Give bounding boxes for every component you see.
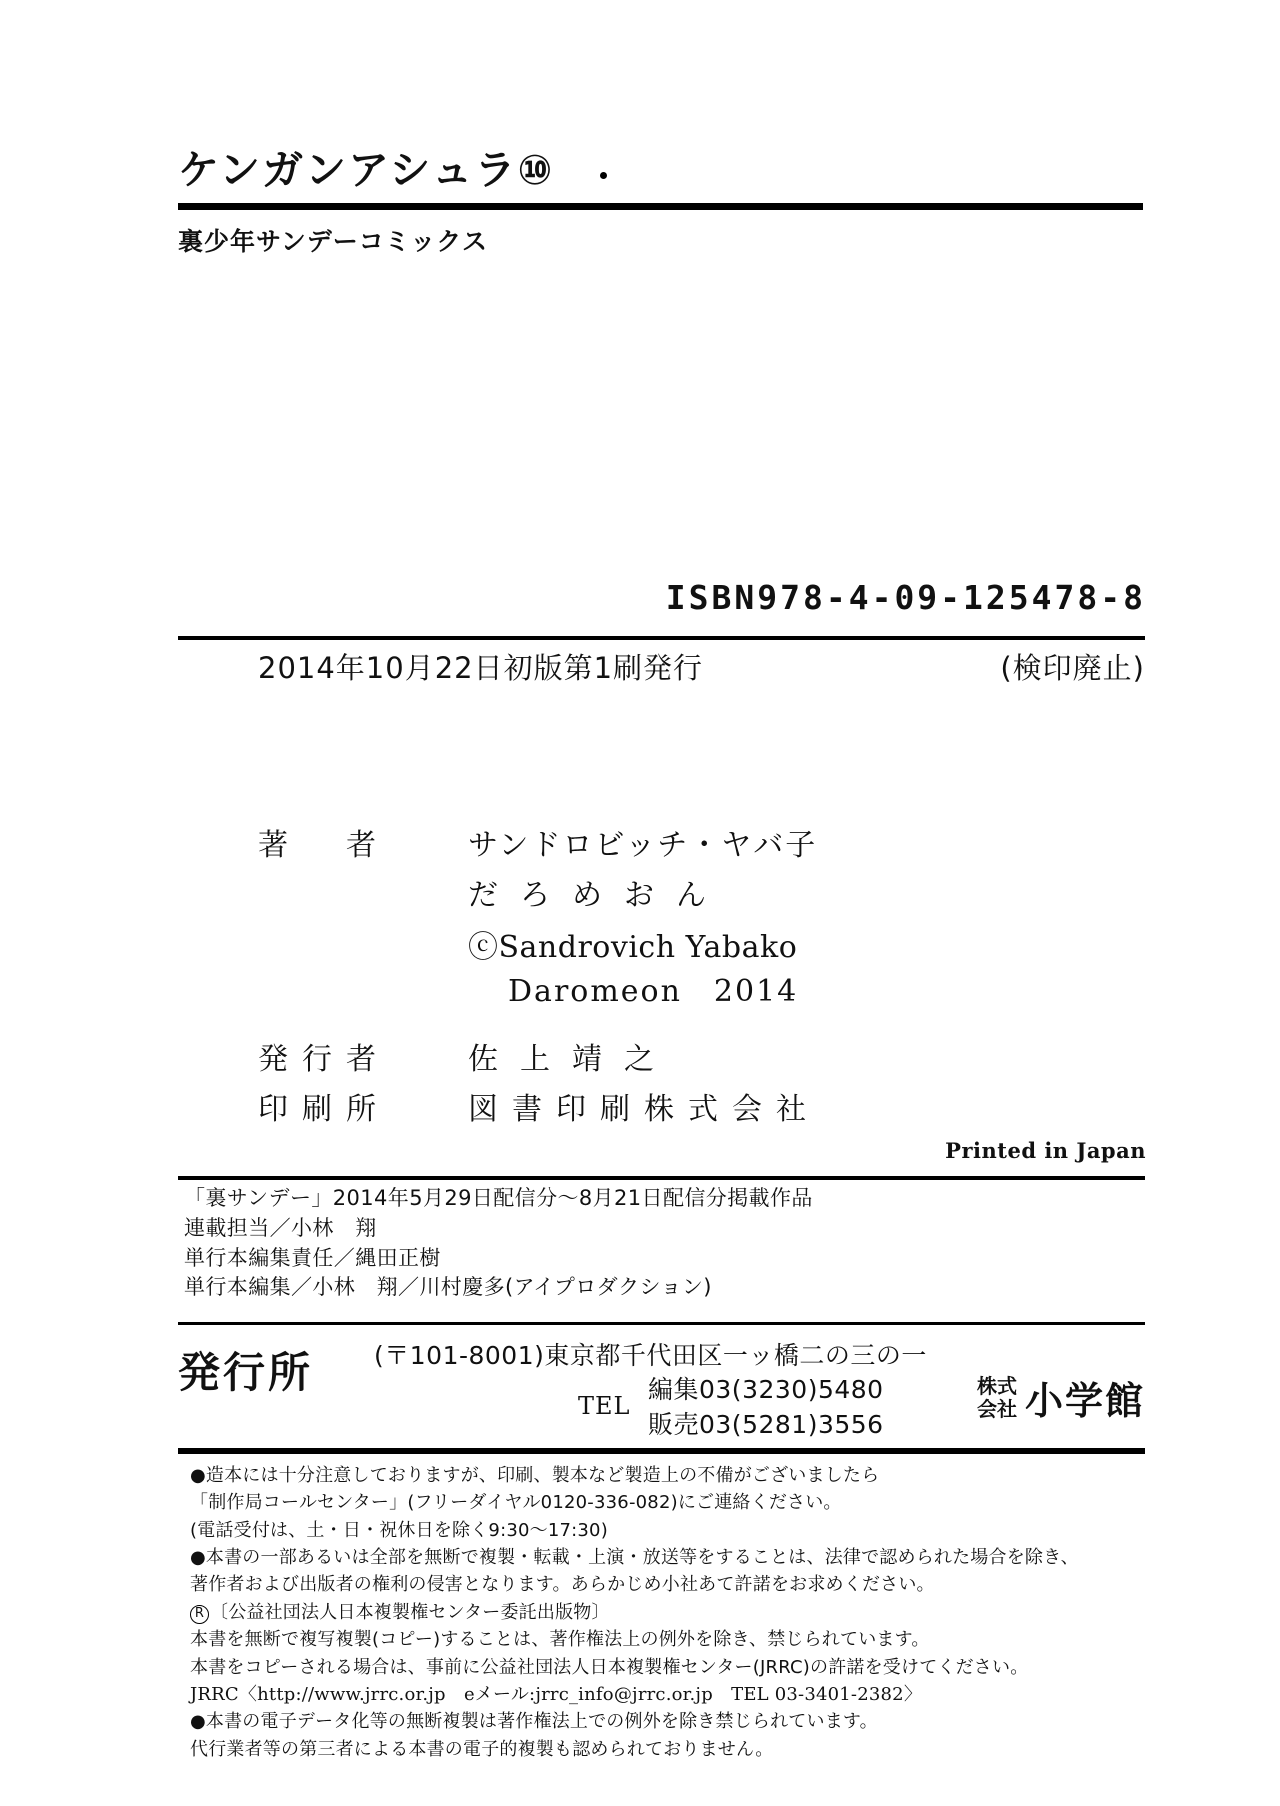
tel-label: TEL: [578, 1392, 631, 1420]
printer-row: [178, 1084, 1145, 1128]
publisher-company: [977, 1370, 1145, 1425]
legal-notes: [190, 1462, 1150, 1763]
tel-sales: 販売03(5281)3556: [648, 1410, 884, 1439]
publisher-row: [178, 1034, 1145, 1078]
copyright-line-1: ⓒSandrovich Yabako: [468, 930, 798, 965]
legal-line-7: 本書を無断で複写複製(コピー)することは、著作権法上の例外を除き、禁じられています。: [190, 1629, 930, 1651]
author-name-secondary: だろめおん: [468, 878, 728, 913]
pubdate-divider: [178, 636, 1145, 640]
printed-in-japan: Printed in Japan: [945, 1138, 1146, 1163]
isbn-number: ISBN978-4-09-125478-8: [665, 578, 1146, 617]
serialization-notes: [184, 1184, 1151, 1303]
tel-numbers: [648, 1372, 884, 1442]
publisher-name: 佐上靖之: [468, 1042, 676, 1077]
legal-line-4: ●本書の一部あるいは全部を無断で複製・転載・上演・放送等をすることは、法律で認められた場合を除き、: [190, 1547, 1079, 1569]
serialization-line-3: 単行本編集責任／縄田正樹: [184, 1245, 441, 1270]
printer-name: 図書印刷株式会社: [468, 1092, 820, 1127]
company-name: 小学館: [1024, 1379, 1145, 1423]
author-name-primary: サンドロビッチ・ヤバ子: [468, 828, 818, 863]
author-row-secondary: [178, 870, 1145, 914]
publisher-address: (〒101-8001)東京都千代田区一ッ橋二の三の一: [374, 1341, 927, 1370]
title-divider-thick: [178, 203, 1143, 210]
seal-note: (検印廃止): [1000, 651, 1145, 685]
publisher-heading: 発行所: [178, 1348, 314, 1397]
printer-label: 印刷所: [258, 1092, 390, 1127]
company-prefix-line-2: 会社: [976, 1396, 1017, 1421]
legal-line-2: 「制作局コールセンター」(フリーダイヤル0120-336-082)にご連絡ください。: [190, 1492, 842, 1514]
serialization-line-2: 連載担当／小林 翔: [184, 1215, 377, 1240]
serialization-line-4: 単行本編集／小林 翔／川村慶多(アイプロダクション): [184, 1275, 712, 1300]
company-prefix-line-1: 株式: [976, 1373, 1017, 1398]
legal-line-9: JRRC〈http://www.jrrc.or.jp eメール:jrrc_info@jrrc.or.jp TEL 03-3401-2382〉: [190, 1683, 923, 1705]
legal-line-11: 代行業者等の第三者による本書の電子的複製も認められておりません。: [190, 1738, 774, 1760]
registered-mark-icon: R: [190, 1605, 209, 1624]
publisher-block: [178, 1330, 1145, 1440]
legal-line-5: 著作者および出版者の権利の侵害となります。あらかじめ小社あて許諾をお求めください。: [190, 1574, 935, 1596]
credits-spacer: [178, 1010, 1145, 1034]
legal-line-1: ●造本には十分注意しておりますが、印刷、製本など製造上の不備がございましたら: [190, 1465, 880, 1486]
legal-line-6: [190, 1599, 1150, 1626]
publication-date: 2014年10月22日初版第1刷発行: [258, 651, 704, 685]
legal-line-10: ●本書の電子データ化等の無断複製は著作権法上での例外を除き禁じられています。: [190, 1711, 878, 1733]
legal-line-3: (電話受付は、土・日・祝休日を除く9:30〜17:30): [190, 1519, 608, 1541]
tel-editorial: 編集03(3230)5480: [648, 1375, 884, 1404]
serialization-line-1: 「裏サンデー」2014年5月29日配信分〜8月21日配信分掲載作品: [184, 1186, 813, 1210]
serialization-divider: [178, 1176, 1145, 1180]
company-prefix: [977, 1375, 1017, 1421]
publisher-label: 発行者: [258, 1042, 390, 1077]
title-block: [178, 148, 1143, 258]
copyright-line-2: Daromeon 2014: [508, 974, 799, 1009]
legal-line-6-text: 〔公益社団法人日本複製権センター委託出版物〕: [210, 1601, 610, 1623]
series-label: 裏少年サンデーコミックス: [178, 227, 489, 257]
legal-divider: [178, 1448, 1145, 1454]
credits-block: [178, 820, 1145, 1134]
publisher-divider: [178, 1322, 1145, 1325]
publication-row: [178, 646, 1145, 687]
legal-line-8: 本書をコピーされる場合は、事前に公益社団法人日本複製権センター(JRRC)の許諾を受けてください。: [190, 1656, 1029, 1678]
decorative-dot: [600, 172, 607, 179]
author-label: 著 者: [258, 828, 390, 863]
page-title: ケンガンアシュラ⑩: [178, 146, 555, 194]
author-row: [178, 820, 1145, 864]
